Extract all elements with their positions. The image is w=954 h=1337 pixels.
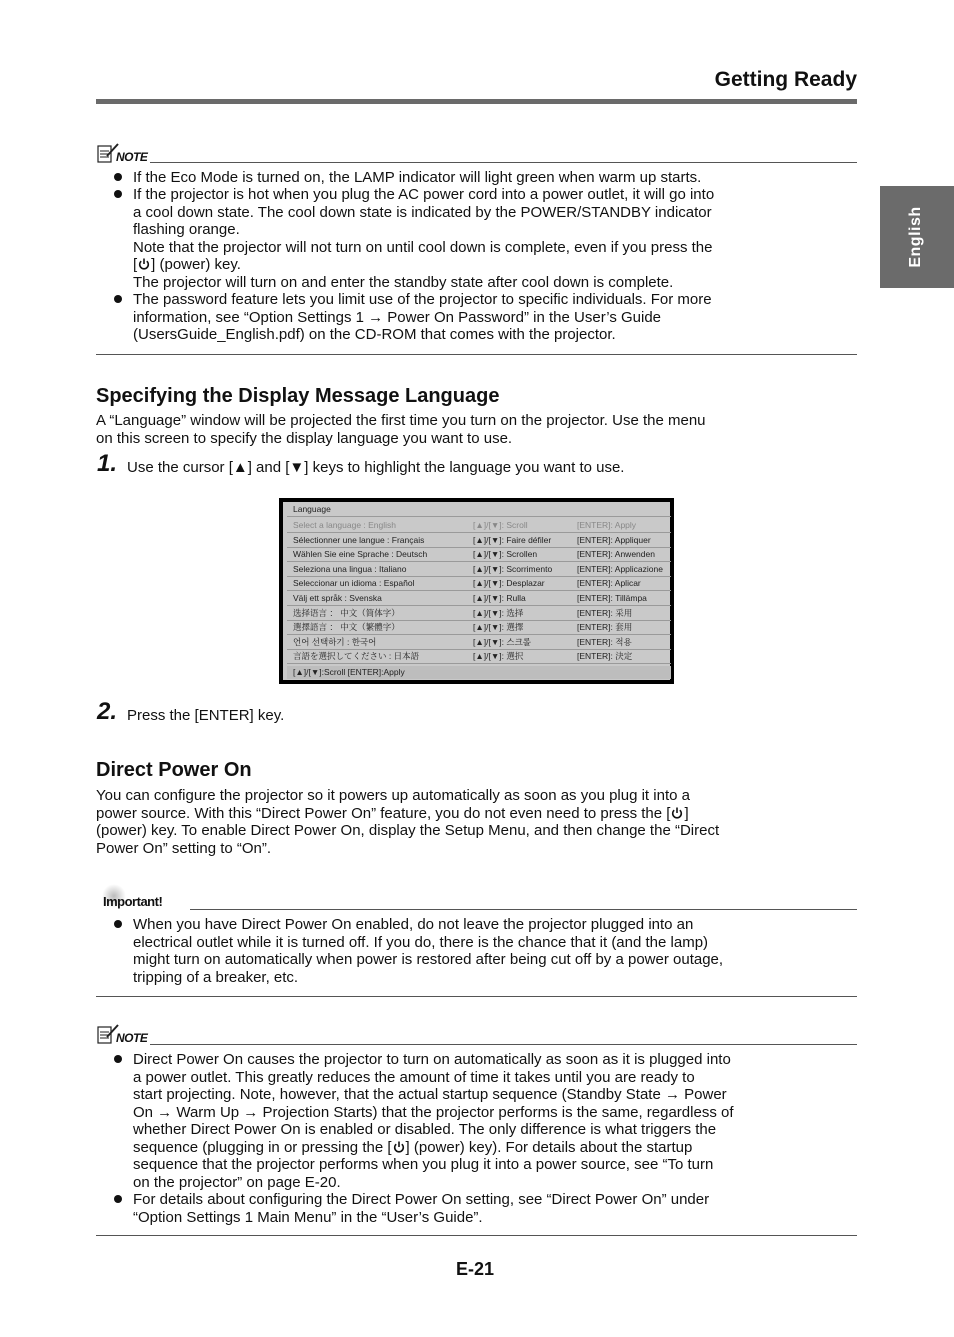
bullet-dot xyxy=(114,1055,122,1063)
language-option-scroll: [▲]/[▼]: Scorrimento xyxy=(473,563,553,574)
text-span: [ xyxy=(133,256,138,273)
text-line: “Option Settings 1 Main Menu” in the “User’s Guide”. xyxy=(133,1208,483,1226)
bullet-dot xyxy=(114,1195,122,1203)
text-line xyxy=(96,805,719,823)
language-option-row[interactable] xyxy=(287,577,671,591)
text-line: on the projector” on page E-20. xyxy=(133,1173,341,1191)
text-line: The projector will turn on and enter the standby state after cool down is complete. xyxy=(133,273,674,291)
text-line xyxy=(133,256,714,274)
text-line: (power) key. To enable Direct Power On, display the Setup Menu, and then change the “Direct xyxy=(96,822,720,839)
power-icon xyxy=(671,807,683,819)
language-option-row[interactable] xyxy=(287,650,671,664)
text-line: a power outlet. This greatly reduces the amount of time it takes until you are ready to xyxy=(133,1068,695,1086)
language-window-panel xyxy=(283,502,670,680)
note2-bullet1 xyxy=(133,1051,734,1191)
language-option-apply: [ENTER]: Applicazione xyxy=(577,563,663,574)
text-line: If the projector is hot when you plug the AC power cord into a power outlet, it will go into xyxy=(133,186,715,203)
step-number: 2. xyxy=(97,698,118,725)
language-footer-text: [▲]/[▼]:Scroll [ENTER]:Apply xyxy=(293,667,405,677)
language-option-apply: [ENTER]: Apply xyxy=(577,520,637,530)
note-label: NOTE xyxy=(116,1031,148,1045)
text-line: a cool down state. The cool down state is indicated by the POWER/STANDBY indicator xyxy=(133,203,712,221)
language-option-apply: [ENTER]: Aplicar xyxy=(577,578,641,589)
header-rule xyxy=(96,99,857,104)
language-option-apply: [ENTER]: 套用 xyxy=(577,622,633,633)
text-span: sequence (plugging in or pressing the [ xyxy=(133,1138,392,1156)
note2-bullet2 xyxy=(133,1191,709,1226)
bullet-dot xyxy=(114,920,122,928)
language-option-scroll: [▲]/[▼]: 選擇 xyxy=(473,622,524,633)
language-option-scroll: [▲]/[▼]: 스크롤 xyxy=(473,636,531,647)
section2-body xyxy=(96,787,719,857)
language-option-row[interactable] xyxy=(287,607,671,621)
bullet-dot xyxy=(114,173,122,181)
language-option-label: Wählen Sie eine Sprache : Deutsch xyxy=(293,549,428,560)
text-span: ] xyxy=(684,804,689,822)
language-option-scroll: [▲]/[▼]: Faire défiler xyxy=(473,534,552,545)
language-option-label: Select a language : English xyxy=(293,520,397,530)
language-option-label: 选择语言 ： 中文（简体字） xyxy=(293,607,400,618)
language-option-row[interactable] xyxy=(287,592,671,606)
text-line: sequence that the projector performs when you plug it into a power source, see “To turn xyxy=(133,1156,714,1173)
language-option-row[interactable] xyxy=(287,548,671,562)
language-window-footer xyxy=(287,666,671,679)
important-end-rule xyxy=(96,996,857,997)
language-window xyxy=(279,498,674,684)
text-line: tripping of a breaker, etc. xyxy=(133,968,299,986)
note-rule xyxy=(150,162,857,163)
note-rule xyxy=(150,1044,857,1045)
language-option-row[interactable] xyxy=(287,621,671,635)
language-option-row[interactable] xyxy=(287,519,671,533)
language-option-scroll: [▲]/[▼]: Desplazar xyxy=(473,578,545,589)
note1-bullet1 xyxy=(133,169,701,187)
section1-intro xyxy=(96,412,706,447)
text-line: For details about configuring the Direct Power On setting, see “Direct Power On” under xyxy=(133,1191,710,1208)
power-icon xyxy=(138,258,150,270)
note1-bullet2 xyxy=(133,186,714,291)
text-span: ] (power) key). For details about the startup xyxy=(405,1138,693,1156)
language-option-label: 언어 선택하기 : 한국어 xyxy=(293,636,377,647)
step2-text: Press the [ENTER] key. xyxy=(127,707,285,724)
page-header-title: Getting Ready xyxy=(714,68,857,91)
language-option-label: 選擇語言 ： 中文（繁體字） xyxy=(293,622,400,633)
text-line: start projecting. Note, however, that the actual startup sequence (Standby State → Power xyxy=(133,1086,727,1103)
language-option-label: Seleccionar un idioma : Español xyxy=(293,578,415,589)
bullet-dot xyxy=(114,190,122,198)
language-option-label: Välj ett språk : Svenska xyxy=(293,593,382,603)
text-line: Direct Power On causes the projector to turn on automatically as soon as it is plugged into xyxy=(133,1051,731,1068)
text-line: If the Eco Mode is turned on, the LAMP indicator will light green when warm up starts. xyxy=(133,169,702,186)
language-option-scroll: [▲]/[▼]: 選択 xyxy=(473,651,524,662)
power-icon xyxy=(393,1141,405,1153)
text-span: ] (power) key. xyxy=(151,256,241,273)
text-line: electrical outlet while it is turned off. If you do, there is the chance that it (and the lamp) xyxy=(133,933,709,951)
text-line: When you have Direct Power On enabled, do not leave the projector plugged into an xyxy=(133,916,694,933)
language-window-title: Language xyxy=(293,504,331,514)
language-option-scroll: [▲]/[▼]: 选择 xyxy=(473,607,524,618)
text-line: (UsersGuide_English.pdf) on the CD-ROM that comes with the projector. xyxy=(133,326,616,343)
text-line: on this screen to specify the display language you want to use. xyxy=(96,429,513,447)
language-option-label: Seleziona una lingua : Italiano xyxy=(293,563,407,574)
important-label: Important! xyxy=(103,894,163,909)
language-option-label: 言語を選択してください : 日本語 xyxy=(293,651,420,662)
language-option-apply: [ENTER]: 적용 xyxy=(577,636,632,647)
text-line: On → Warm Up → Projection Starts) that the projector performs is the same, regardless of xyxy=(133,1103,734,1121)
language-option-apply: [ENTER]: Appliquer xyxy=(577,534,651,545)
note-end-rule xyxy=(96,354,857,355)
text-line: flashing orange. xyxy=(133,221,240,238)
note-end-rule xyxy=(96,1235,857,1236)
language-option-row[interactable] xyxy=(287,636,671,650)
side-tab-label: English xyxy=(907,206,924,268)
section-title: Direct Power On xyxy=(96,759,252,781)
language-option-apply: [ENTER]: Tillämpa xyxy=(577,593,647,603)
language-option-scroll: [▲]/[▼]: Rulla xyxy=(473,593,526,603)
page-number: E-21 xyxy=(456,1259,495,1279)
important-body xyxy=(133,916,723,986)
note1-bullet3 xyxy=(133,291,712,344)
text-line: information, see “Option Settings 1 → Power On Password” in the User’s Guide xyxy=(133,308,662,326)
step-number: 1. xyxy=(97,450,118,477)
language-option-scroll: [▲]/[▼]: Scrollen xyxy=(473,549,538,560)
text-line: A “Language” window will be projected the first time you turn on the projector. Use the menu xyxy=(96,412,706,429)
bullet-dot xyxy=(114,295,122,303)
text-line xyxy=(133,1139,734,1157)
language-option-apply: [ENTER]: 決定 xyxy=(577,651,633,662)
note-label: NOTE xyxy=(116,150,148,164)
language-option-apply: [ENTER]: 采用 xyxy=(577,607,633,618)
text-line: You can configure the projector so it powers up automatically as soon as you plug it into a xyxy=(96,787,690,804)
language-option-apply: [ENTER]: Anwenden xyxy=(577,549,655,560)
text-line: whether Direct Power On is enabled or disabled. The only difference is what triggers the xyxy=(133,1121,717,1138)
text-line: Power On” setting to “On”. xyxy=(96,839,272,857)
language-window-title-row xyxy=(287,503,671,517)
text-line: Note that the projector will not turn on until cool down is complete, even if you press the xyxy=(133,238,713,256)
section-title: Specifying the Display Message Language xyxy=(96,385,500,407)
step1-text: Use the cursor [▲] and [▼] keys to highlight the language you want to use. xyxy=(127,459,625,476)
text-line: The password feature lets you limit use of the projector to specific individuals. For more xyxy=(133,291,712,308)
text-span: power source. With this “Direct Power On” feature, you do not even need to press the [ xyxy=(96,804,671,822)
language-side-tab xyxy=(880,186,954,288)
text-line: might turn on automatically when power is restored after being cut off by a power outage, xyxy=(133,951,724,968)
important-rule xyxy=(190,909,857,910)
language-option-row[interactable] xyxy=(287,534,671,548)
language-option-row[interactable] xyxy=(287,563,671,577)
language-option-label: Sélectionner une langue : Français xyxy=(293,534,425,545)
language-option-scroll: [▲]/[▼]: Scroll xyxy=(473,520,528,530)
